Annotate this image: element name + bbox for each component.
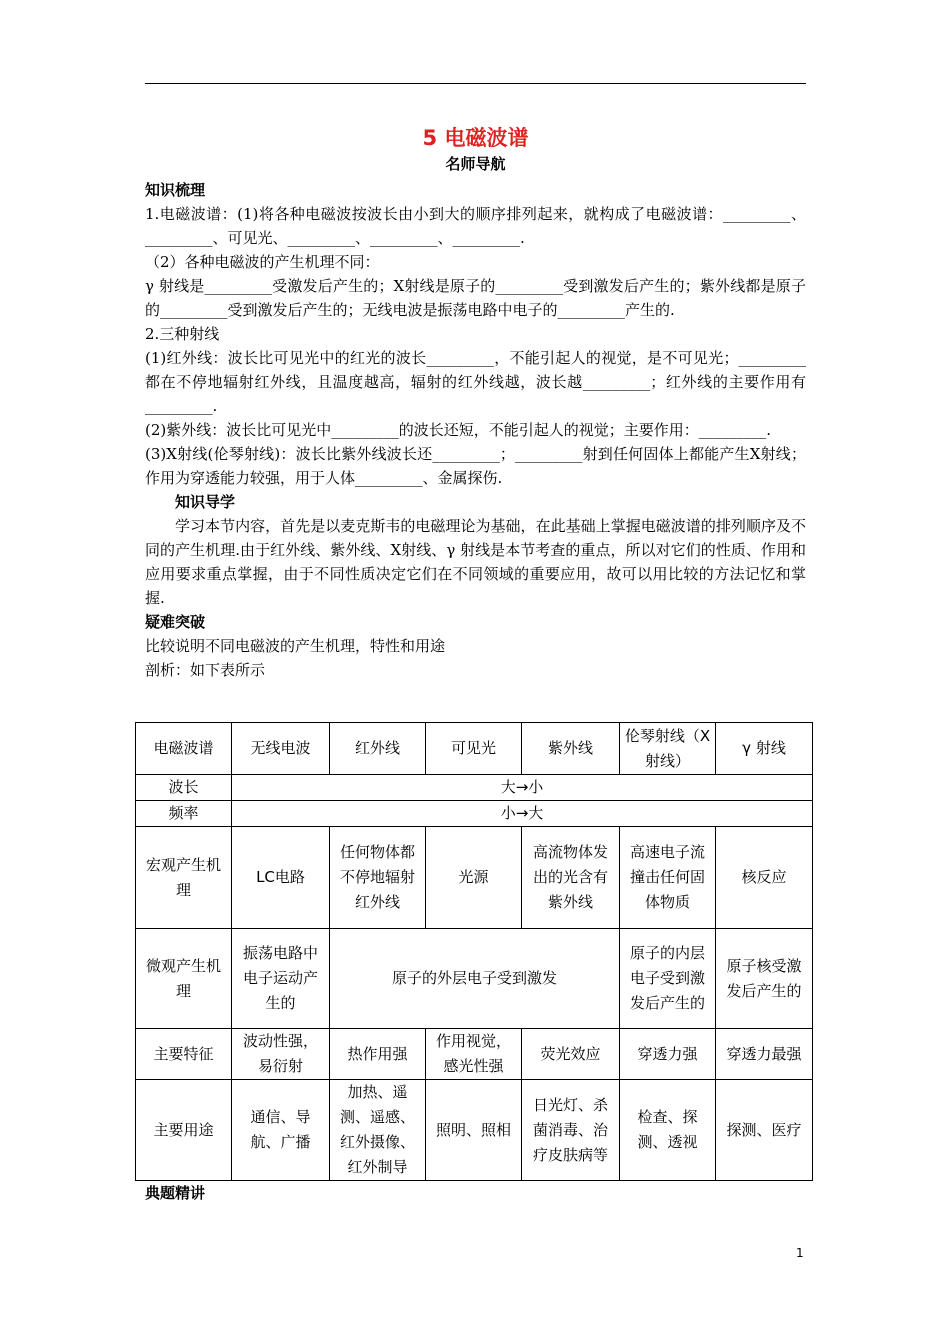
table-row (136, 1080, 813, 1181)
section-heading-guide: 知识导学 (175, 493, 236, 511)
document-body (145, 124, 806, 682)
table-row (136, 827, 813, 929)
paragraph: γ 射线是_________受激发后产生的；X射线是原子的_________受到激发后产生的；紫外线都是原子的_________受到激发后产生的；无线电波是振荡电路中电子的_________产生的. (145, 277, 806, 319)
table-cell: 通信、导航、广播 (232, 1080, 330, 1181)
table-cell: LC电路 (232, 827, 330, 929)
page-title: 5 电磁波谱 (422, 126, 529, 150)
table-cell: 穿透力最强 (716, 1029, 813, 1080)
table-cell: 加热、遥测、遥感、红外摄像、红外制导 (330, 1080, 426, 1181)
table-cell: 高流物体发出的光含有紫外线 (522, 827, 620, 929)
paragraph: （2）各种电磁波的产生机理不同： (145, 253, 380, 271)
table-cell: 原子核受激发后产生的 (716, 929, 813, 1029)
table-cell: 大→小 (232, 775, 813, 801)
page-subtitle: 名师导航 (445, 155, 506, 173)
table-cell: 探测、医疗 (716, 1080, 813, 1181)
table-cell: 小→大 (232, 801, 813, 827)
table-cell: 热作用强 (330, 1029, 426, 1080)
paragraph: 学习本节内容，首先是以麦克斯韦的电磁理论为基础，在此基础上掌握电磁波谱的排列顺序及不同的产生机理.由于红外线、紫外线、X射线、γ 射线是本节考查的重点，所以对它们的性质、作用和应用要求重点掌握，由于不同性质决定它们在不同领域的重要应用，故可以用比较的方法记忆和掌握. (145, 517, 806, 607)
paragraph: (1)红外线：波长比可见光中的红光的波长_________，不能引起人的视觉，是不可见光；_________都在不停地辐射红外线，且温度越高，辐射的红外线越，波长越_________；红外线的主要作用有_________. (145, 349, 806, 415)
table-cell: 穿透力强 (620, 1029, 716, 1080)
table-row (136, 929, 813, 1029)
section-heading-examples: 典题精讲 (145, 1184, 206, 1202)
paragraph: 2.三种射线 (145, 325, 220, 343)
table-cell: 波长 (136, 775, 232, 801)
table-cell: 作用视觉，感光性强 (426, 1029, 522, 1080)
header-rule (145, 83, 806, 84)
table-row (136, 1029, 813, 1080)
paragraph: 比较说明不同电磁波的产生机理，特性和用途 (145, 637, 446, 655)
table-cell: 原子的内层电子受到激发后产生的 (620, 929, 716, 1029)
table-cell: 任何物体都不停地辐射红外线 (330, 827, 426, 929)
comparison-table (135, 722, 813, 1181)
paragraph: 剖析：如下表所示 (145, 661, 266, 679)
table-cell: 红外线 (330, 723, 426, 775)
table-cell: 检查、探测、透视 (620, 1080, 716, 1181)
table-cell: 主要特征 (136, 1029, 232, 1080)
table-cell: 高速电子流撞击任何固体物质 (620, 827, 716, 929)
table-cell: 伦琴射线（X射线） (620, 723, 716, 775)
table-cell: 宏观产生机理 (136, 827, 232, 929)
table-cell: γ 射线 (716, 723, 813, 775)
table-cell: 核反应 (716, 827, 813, 929)
table-cell: 光源 (426, 827, 522, 929)
paragraph: (2)紫外线：波长比可见光中_________的波长还短，不能引起人的视觉；主要作用：_________. (145, 421, 772, 439)
table-cell: 荧光效应 (522, 1029, 620, 1080)
table-cell: 振荡电路中电子运动产生的 (232, 929, 330, 1029)
section-heading-difficulty: 疑难突破 (145, 613, 206, 631)
table-cell: 原子的外层电子受到激发 (330, 929, 620, 1029)
table-cell: 紫外线 (522, 723, 620, 775)
table-cell: 日光灯、杀菌消毒、治疗皮肤病等 (522, 1080, 620, 1181)
table-cell: 波动性强，易衍射 (232, 1029, 330, 1080)
paragraph: 1.电磁波谱：(1)将各种电磁波按波长由小到大的顺序排列起来，就构成了电磁波谱：_________、_________、可见光、_________、_________、_________. (145, 205, 806, 247)
table-header-row (136, 723, 813, 775)
table-row (136, 775, 813, 801)
table-cell: 照明、照相 (426, 1080, 522, 1181)
section-heading-knowledge: 知识梳理 (145, 181, 206, 199)
table-cell: 电磁波谱 (136, 723, 232, 775)
table-cell: 微观产生机理 (136, 929, 232, 1029)
table-cell: 可见光 (426, 723, 522, 775)
table-cell: 主要用途 (136, 1080, 232, 1181)
table-row (136, 801, 813, 827)
table-cell: 频率 (136, 801, 232, 827)
table-cell: 无线电波 (232, 723, 330, 775)
page-number: 1 (796, 1246, 804, 1260)
paragraph: (3)X射线(伦琴射线)：波长比紫外线波长还_________；_________射到任何固体上都能产生X射线；作用为穿透能力较强，用于人体_________、金属探伤. (145, 445, 806, 487)
